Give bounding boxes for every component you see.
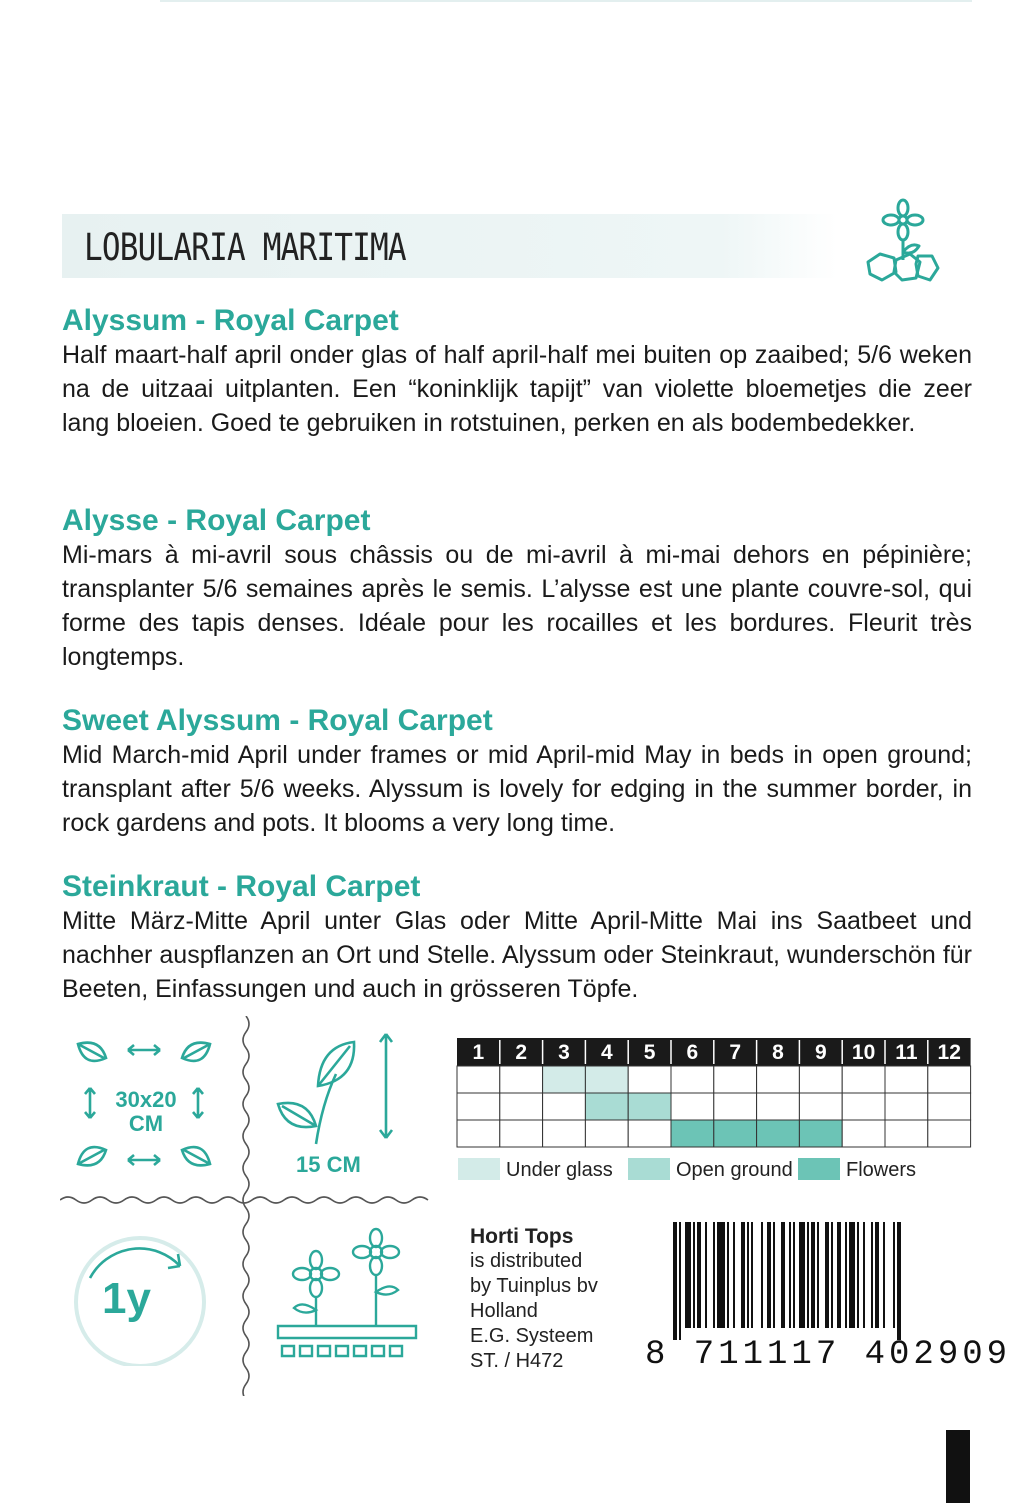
section-english <box>62 704 972 840</box>
section-title: Sweet Alyssum - Royal Carpet <box>62 704 493 737</box>
calendar-cell <box>928 1093 971 1120</box>
barcode-bar <box>673 1222 677 1340</box>
calendar-cell <box>885 1120 928 1147</box>
barcode-bar <box>883 1222 885 1328</box>
section-title: Alyssum - Royal Carpet <box>62 304 399 337</box>
calendar-cell <box>671 1066 714 1093</box>
barcode-bar <box>789 1222 791 1328</box>
barcode-bar <box>761 1222 763 1328</box>
barcode-bar <box>697 1222 701 1328</box>
section-dutch <box>62 304 972 440</box>
sowing-calendar <box>456 1036 972 1152</box>
calendar-cell <box>757 1093 800 1120</box>
barcode-bar <box>831 1222 833 1328</box>
month-label: 3 <box>558 1041 570 1064</box>
calendar-cell <box>842 1093 885 1120</box>
barcode-bar <box>741 1222 745 1328</box>
calendar-cell-active <box>543 1066 586 1093</box>
legend-flowers: Flowers <box>798 1158 916 1182</box>
barcode-bar <box>733 1222 735 1328</box>
legend-swatch <box>458 1158 500 1180</box>
calendar-cell <box>842 1066 885 1093</box>
legend-open-ground: Open ground <box>628 1158 793 1182</box>
month-label: 5 <box>643 1041 656 1064</box>
month-label: 2 <box>515 1041 528 1064</box>
calendar-cell <box>500 1120 543 1147</box>
barcode-bar <box>793 1222 795 1328</box>
barcode-bar <box>799 1222 805 1328</box>
barcode-bar <box>685 1222 691 1328</box>
section-body: Half maart-half april onder glas of half april-half mei buiten op zaaibed; 5/6 weken na de uitzaai uitplanten. Een “koninklijk tapijt” van violette bloemetjes die zeer lang bloeien. Goed te gebruiken in rotstuinen, perken en als bodembedekker. <box>62 341 972 437</box>
month-label: 10 <box>851 1041 876 1064</box>
calendar-cell <box>714 1093 757 1120</box>
calendar-cell <box>928 1066 971 1093</box>
barcode-bar <box>871 1222 873 1328</box>
month-label: 1 <box>472 1041 485 1064</box>
calendar-cell-active <box>714 1120 757 1147</box>
barcode <box>645 1220 971 1340</box>
section-german <box>62 870 972 1006</box>
month-label: 8 <box>772 1041 784 1064</box>
latin-name: LOBULARIA MARITIMA <box>84 226 406 269</box>
barcode-bar <box>705 1222 707 1328</box>
calendar-cell <box>714 1066 757 1093</box>
calendar-cell <box>799 1066 842 1093</box>
barcode-bar <box>717 1222 725 1328</box>
month-label: 9 <box>814 1041 827 1064</box>
distributor-info: Horti Tops is distributed by Tuinplus bv Holland E.G. Systeem ST. / H472 <box>470 1225 598 1372</box>
calendar-cell-active <box>757 1120 800 1147</box>
section-title: Alysse - Royal Carpet <box>62 504 371 537</box>
barcode-bar <box>751 1222 753 1328</box>
calendar-cell <box>457 1120 500 1147</box>
calendar-cell <box>543 1093 586 1120</box>
barcode-bar <box>849 1222 855 1328</box>
calendar-cell-active <box>671 1120 714 1147</box>
section-body: Mitte März-Mitte April unter Glas oder Mitte April-Mitte Mai ins Saatbeet und nachher auspflanzen an Ort und Stelle. Alyssum oder Steinkraut, wunderschön für Beeten, Einfassungen und auch in grösseren Töpfe. <box>62 907 972 1003</box>
barcode-bar <box>767 1222 771 1328</box>
calendar-cell <box>457 1093 500 1120</box>
month-label: 6 <box>686 1041 699 1064</box>
top-border-line <box>160 0 972 2</box>
legend-under-glass: Under glass <box>458 1158 613 1182</box>
ean-number: 8 711117 402909 <box>645 1336 1012 1374</box>
calendar-cell-active <box>585 1093 628 1120</box>
spacing-label: 30x20 CM <box>115 1087 177 1136</box>
calendar-cell-active <box>799 1120 842 1147</box>
barcode-bar <box>817 1222 819 1328</box>
barcode-bar <box>875 1222 879 1328</box>
barcode-bar <box>825 1222 829 1328</box>
section-body: Mi-mars à mi-avril sous châssis ou de mi-avril à mi-mai dehors en pépinière; transplanter 5/6 semaines après le semis. L’alysse est une plante couvre-sol, qui forme des tapis denses. Idéale pour les rocailles et les bordures. Fleurit très longtemps. <box>62 541 972 671</box>
barcode-bar <box>713 1222 715 1328</box>
calendar-cell <box>457 1066 500 1093</box>
seedlings-tray-icon <box>272 1222 422 1372</box>
barcode-bar <box>773 1222 775 1328</box>
calendar-cell <box>928 1120 971 1147</box>
calendar-cell <box>671 1093 714 1120</box>
calendar-cell-active <box>585 1066 628 1093</box>
lifecycle-label: 1y <box>102 1274 151 1323</box>
horizontal-wavy-divider <box>60 1192 440 1208</box>
legend-swatch <box>798 1158 840 1180</box>
section-french <box>62 504 972 674</box>
section-body: Mid March-mid April under frames or mid April-mid May in beds in open ground; transplant after 5/6 weeks. Alyssum is lovely for edging in the summer border, in rock gardens and pots. It blooms a very long time. <box>62 741 972 837</box>
black-marker-bar <box>946 1430 970 1503</box>
barcode-bar <box>807 1222 809 1328</box>
brand-name: Horti Tops <box>470 1225 574 1248</box>
barcode-bar <box>747 1222 749 1328</box>
plant-height-icon <box>276 1026 406 1146</box>
barcode-bar <box>897 1222 901 1340</box>
barcode-bar <box>863 1222 865 1328</box>
barcode-bar <box>857 1222 859 1328</box>
calendar-cell <box>628 1120 671 1147</box>
calendar-cell <box>885 1093 928 1120</box>
calendar-cell <box>585 1120 628 1147</box>
month-label: 12 <box>937 1041 961 1064</box>
calendar-cell <box>500 1066 543 1093</box>
barcode-bar <box>693 1222 695 1328</box>
barcode-bar <box>781 1222 785 1328</box>
month-label: 11 <box>895 1041 918 1064</box>
barcode-bar <box>679 1222 681 1340</box>
barcode-bar <box>727 1222 729 1328</box>
calendar-cell <box>500 1093 543 1120</box>
calendar-cell <box>628 1066 671 1093</box>
calendar-cell <box>799 1093 842 1120</box>
calendar-cell <box>757 1066 800 1093</box>
month-label: 4 <box>600 1041 613 1064</box>
barcode-bar <box>893 1222 895 1328</box>
plant-pot-logo-icon <box>858 196 948 292</box>
section-title: Steinkraut - Royal Carpet <box>62 870 421 903</box>
calendar-cell <box>543 1120 586 1147</box>
month-label: 7 <box>729 1041 742 1064</box>
barcode-bar <box>845 1222 847 1328</box>
legend-swatch <box>628 1158 670 1180</box>
barcode-bar <box>811 1222 815 1328</box>
calendar-cell <box>885 1066 928 1093</box>
calendar-cell <box>842 1120 885 1147</box>
calendar-cell-active <box>628 1093 671 1120</box>
height-label: 15 CM <box>296 1152 361 1177</box>
barcode-bar <box>837 1222 841 1328</box>
